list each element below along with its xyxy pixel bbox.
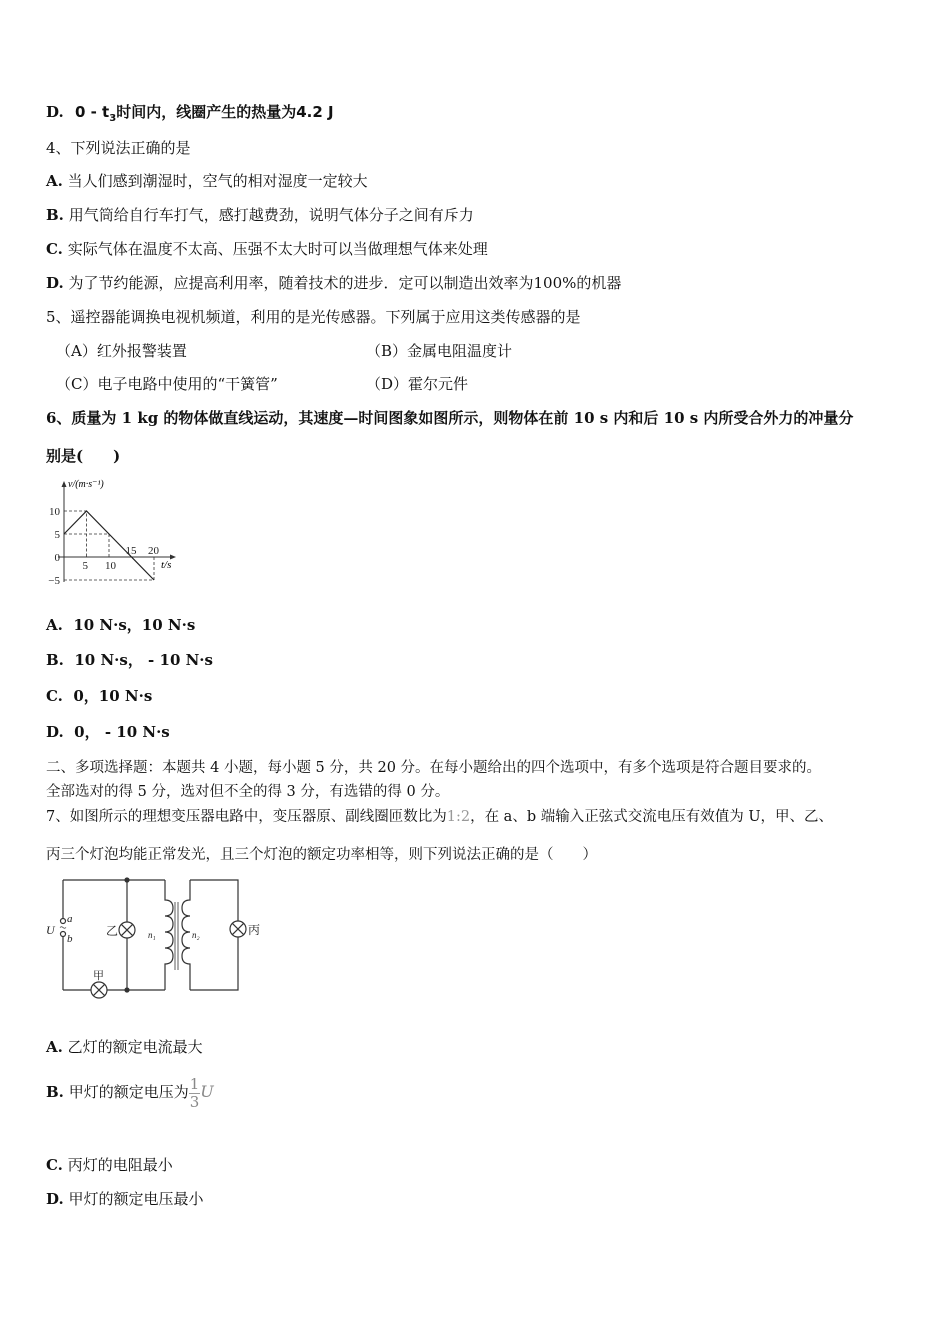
q5-option-c: （C）电子电路中使用的“干簧管” [56,375,278,393]
subscript: 3 [109,113,117,124]
q7-stem-line2: 丙三个灯泡均能正常发光，且三个灯泡的额定功率相等，则下列说法正确的是（ ） [46,847,597,863]
stem-text: ，在 a、b 端输入正弦式交流电压有效值为 U，甲、乙、 [470,809,834,825]
q7-option-c [46,1155,173,1175]
y-tick-label: −5 [48,575,60,587]
q5-option-a: （A）红外报警装置 [56,342,187,360]
option-label: C. [46,1156,63,1174]
velocity-time-graph [30,470,190,590]
q5-stem: 5、遥控器能调换电视机频道，利用的是光传感器。下列属于应用这类传感器的是 [46,308,581,326]
option-text: 为了节约能源，应提高利用率，随着技术的进步．定可以制造出效率为100%的机器 [68,274,622,292]
numerator: 1 [189,1074,200,1093]
fraction-one-third [189,1076,201,1111]
y-tick-label: 5 [54,529,60,541]
option-text: 用气筒给自行车打气，感打越费劲，说明气体分子之间有斥力 [68,206,474,224]
label-u: U [46,923,55,937]
label-bing: 丙 [248,923,261,937]
option-label: B. [46,651,64,669]
option-label: B. [46,206,64,224]
option-text: 10 N·s， - 10 N·s [74,651,213,669]
q7-option-b [46,1072,214,1112]
y-tick-label: 0 [54,552,60,564]
denominator: 3 [189,1092,200,1111]
option-label: A. [46,172,63,190]
stem-text: 7、如图所示的理想变压器电路中，变压器原、副线圈匝数比为 [46,809,447,825]
option-text: 0 - t [74,103,110,121]
y-tick-label: 10 [49,506,60,518]
lamp-yi [119,922,135,938]
q6-stem-line2: 别是( ) [46,447,121,465]
q6-option-b [46,650,213,670]
q7-stem-line1 [46,807,833,827]
lamp-bing [230,921,246,937]
option-text: 丙灯的电阻最小 [67,1156,173,1174]
lamp-jia [91,982,107,998]
q4-option-d [46,273,621,293]
q4-option-a [46,171,368,191]
option-text: 0， - 10 N·s [74,723,170,741]
y-axis-arrow [62,481,67,487]
q6-option-d [46,722,170,742]
option-text: 乙灯的额定电流最大 [67,1038,203,1056]
q6-option-a [46,615,195,635]
section2-line1: 二、多项选择题：本题共 4 小题，每小题 5 分，共 20 分。在每小题给出的四个选项中，有多个选项是符合题目要求的。 [46,760,822,776]
primary-coil [165,880,173,990]
option-label: D. [46,1190,64,1208]
option-text: 甲灯的额定电压为 [68,1083,189,1101]
transformer-circuit-diagram [30,870,280,1005]
q3-option-d [46,102,334,129]
q4-option-c [46,239,488,259]
q7-option-d [46,1189,204,1209]
option-text: 实际气体在温度不太高、压强不太大时可以当做理想气体来处理 [67,240,488,258]
option-text: 10 N·s，10 N·s [73,616,196,634]
x-tick-label: 15 [125,545,137,557]
secondary-coil [182,880,238,990]
option-label: C. [46,687,63,705]
label-jia: 甲 [93,970,104,982]
q5-option-b: （B）金属电阻温度计 [366,342,513,360]
option-label: B. [46,1083,64,1101]
x-axis-label: t/s [161,559,172,571]
option-text: 当人们感到潮湿时，空气的相对湿度一定较大 [67,172,368,190]
option-text: 时间内，线圈产生的热量为 [116,103,297,121]
option-label: A. [46,616,63,634]
q4-stem: 4、下列说法正确的是 [46,139,191,157]
label-b: b [67,933,73,945]
section2-line2: 全部选对的得 5 分，选对但不全的得 3 分，有选错的得 0 分。 [46,784,450,800]
option-label: D. [46,103,64,121]
q5-option-d: （D）霍尔元件 [366,375,469,393]
x-tick-label: 20 [148,545,159,557]
label-n1: n₁ [148,930,156,940]
q6-stem-line1: 6、质量为 1 kg 的物体做直线运动，其速度—时间图象如图所示，则物体在前 10 s 内和后 10 s 内所受合外力的冲量分 [46,409,854,427]
label-yi: 乙 [106,924,119,938]
x-tick-label: 10 [105,560,116,572]
option-text: 0，10 N·s [73,687,153,705]
option-label: D. [46,274,64,292]
option-text: 甲灯的额定电压最小 [68,1190,204,1208]
turns-ratio: 1:2 [446,809,471,825]
option-value: 4.2 J [296,103,334,121]
q4-option-b [46,205,474,225]
option-label: A. [46,1038,63,1056]
y-axis-label: v/(m·s⁻¹) [68,479,104,490]
option-label: C. [46,240,63,258]
label-a: a [67,913,73,925]
option-label: D. [46,723,64,741]
q6-option-c [46,686,152,706]
variable-u: U [200,1082,214,1101]
x-tick-label: 5 [82,560,88,572]
label-n2: n₂ [192,930,200,940]
q7-option-a [46,1037,203,1057]
